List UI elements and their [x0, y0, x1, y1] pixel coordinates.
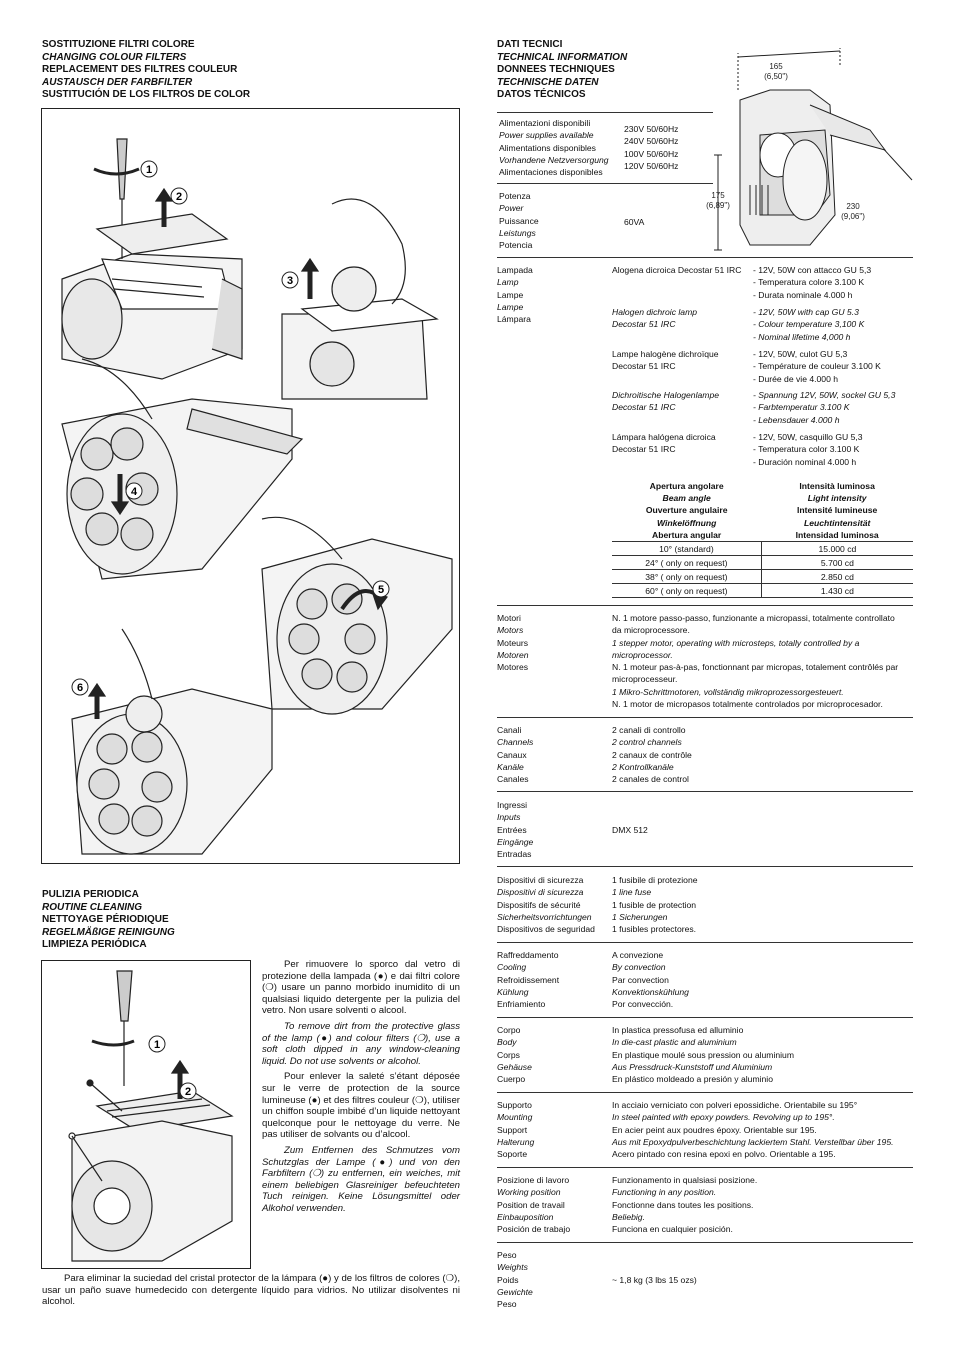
label: Dispositivi di sicurezza [497, 875, 584, 885]
label: Canales [497, 774, 529, 785]
cleaning-text-en: To remove dirt from the protective glass of the lamp (●) and colour filters (❍), use a soft cloth dipped in any window-cleaning liquid. Do not use solvents or alcohol. [262, 1020, 460, 1067]
label: Mounting [497, 1112, 533, 1123]
safety-labels [497, 874, 595, 935]
angle-cell: 24° ( only on request) [612, 556, 761, 570]
value: En plástico moldeado a presión y aluminio [612, 1074, 773, 1085]
value: Funciona en cualquier posición. [612, 1224, 733, 1235]
value: By convection [612, 962, 666, 973]
header-line: Beam angle [662, 493, 711, 504]
motor-line: microprocessor. [612, 649, 673, 660]
cleaning-step-2-number: 2 [184, 1086, 192, 1098]
label: Einbauposition [497, 1211, 554, 1222]
angle-cell: 10° (standard) [612, 542, 761, 556]
spec: - Lebensdauer 4.000 h [753, 414, 840, 425]
cleaning-title-es: LIMPIEZA PERIÓDICA [42, 939, 147, 951]
value: Aus Pressdruck-Kunststoff und Aluminium [612, 1061, 773, 1072]
tech-title-fr: DONNEES TECHNIQUES [497, 64, 615, 76]
value: Fonctionne dans toutes les positions. [612, 1199, 754, 1210]
label: Corps [497, 1049, 520, 1060]
dim-width-in: (6,50") [764, 72, 788, 81]
value: Por convección. [612, 999, 674, 1010]
mounting-labels [497, 1099, 534, 1160]
row-divider [497, 942, 913, 943]
label: Dispositivos de seguridad [497, 924, 595, 935]
spec: - 12V, 50W, casquillo GU 5,3 [753, 432, 863, 442]
label: Working position [497, 1187, 561, 1198]
motors-values [612, 612, 913, 710]
beam-angle-header [612, 480, 761, 542]
dimension-drawing [700, 45, 920, 255]
lamp-specs-es [753, 431, 863, 468]
row-divider [497, 1242, 913, 1243]
value: 2 control channels [612, 737, 682, 748]
value: 1 line fuse [612, 887, 652, 898]
label: Peso [497, 1299, 517, 1310]
label: Supporto [497, 1100, 532, 1110]
lamp-type-de [612, 389, 719, 414]
cleaning-drawing [42, 961, 250, 1268]
power-labels [499, 190, 539, 251]
channels-values [612, 724, 692, 785]
label: Canali [497, 725, 522, 735]
type-line: Dichroitische Halogenlampe [612, 390, 719, 400]
body-labels [497, 1024, 532, 1085]
filter-step-1-number: 1 [145, 164, 153, 176]
power-supply-labels [499, 117, 609, 178]
label: Inputs [497, 812, 521, 823]
label: Sicherheitsvorrichtungen [497, 911, 592, 922]
label: Weights [497, 1262, 528, 1273]
motor-line: 1 stepper motor, operating with microsteps, totally controlled by a [612, 637, 860, 648]
label: Soporte [497, 1149, 528, 1160]
inputs-labels [497, 799, 533, 860]
row-divider [497, 183, 713, 184]
label: Kanäle [497, 761, 524, 772]
label: Alimentations disponibles [499, 142, 596, 153]
value: 2 canaux de contrôle [612, 749, 692, 760]
label: Lampe [497, 301, 524, 312]
label: Cuerpo [497, 1074, 526, 1085]
intensity-cell: 15.000 cd [761, 542, 913, 556]
type-line: Decostar 51 IRC [612, 361, 676, 372]
cleaning-text-it: Per rimuovere lo sporco dal vetro di protezione della lampada (●) e dai filtri colore (❍) usare un panno morbido inumidito di un qualsiasi liquido detergente per la pulizia del vetro. Non usare solventi o alcool. [262, 959, 460, 1017]
cleaning-text-es: Para eliminar la suciedad del cristal protector de la lámpara (●) y de los filtros de colores (❍), usar un paño suave humedecido con detergente líquido para vidrios. No utilizar disolventes ni alcohol. [42, 1273, 460, 1308]
label: Gewichte [497, 1286, 533, 1297]
table-row [612, 584, 913, 598]
inputs-value: DMX 512 [612, 825, 648, 835]
filters-heading [42, 39, 250, 102]
label: Peso [497, 1250, 517, 1260]
motor-line: da microprocessore. [612, 625, 690, 636]
value: In plastica pressofusa ed alluminio [612, 1025, 744, 1035]
spec: - Temperatura colore 3.100 K [753, 277, 865, 288]
value: 1 fusible de protection [612, 899, 697, 910]
cleaning-title-en: ROUTINE CLEANING [42, 901, 142, 913]
header-line: Intensité lumineuse [797, 505, 878, 516]
tech-title-es: DATOS TÉCNICOS [497, 89, 586, 101]
label: Potencia [499, 240, 533, 251]
tech-heading [497, 39, 627, 102]
dim-depth-in: (9,06") [841, 212, 865, 221]
type-line: Decostar 51 IRC [612, 444, 676, 455]
value: En acier peint aux poudres époxy. Orientable sur 195. [612, 1124, 817, 1135]
label: Power supplies available [499, 130, 594, 141]
spec: - Durée de vie 4.000 h [753, 373, 839, 384]
filters-title-it: SOSTITUZIONE FILTRI COLORE [42, 39, 195, 50]
label: Leistungs [499, 227, 536, 238]
spec: - Farbtemperatur 3.100 K [753, 402, 850, 413]
dim-depth-mm: 230 [846, 202, 860, 211]
header-line: Intensidad luminosa [795, 529, 879, 540]
type-line: Lampe halogène dichroïque [612, 349, 719, 359]
lamp-type-es [612, 431, 716, 456]
lamp-specs-en [753, 306, 864, 343]
channels-labels [497, 724, 533, 785]
label: Cooling [497, 962, 527, 973]
table-row [612, 570, 913, 584]
value: Konvektionskühlung [612, 986, 689, 997]
value: Funzionamento in qualsiasi posizione. [612, 1175, 758, 1185]
value: 120V 50/60Hz [624, 160, 679, 171]
label: Posizione di lavoro [497, 1175, 570, 1185]
cleaning-text-block [262, 959, 460, 1218]
weight-value: ~ 1,8 kg (3 lbs 15 ozs) [612, 1275, 697, 1285]
tech-title-de: TECHNISCHE DATEN [497, 76, 599, 88]
label: Kühlung [497, 986, 529, 997]
lamp-specs-de [753, 389, 895, 426]
motors-labels [497, 612, 529, 673]
safety-values [612, 874, 698, 935]
label: Dispositivi di sicurezza [497, 887, 584, 898]
type-line: Decostar 51 IRC [612, 319, 676, 330]
cooling-values [612, 949, 689, 1010]
label: Support [497, 1124, 528, 1135]
label: Moteurs [497, 637, 529, 648]
filters-title-en: CHANGING COLOUR FILTERS [42, 51, 187, 63]
type-line: Halogen dichroic lamp [612, 307, 698, 317]
value: 1 fusibile di protezione [612, 875, 698, 885]
label: Eingänge [497, 836, 534, 847]
spec: - Nominal lifetime 4,000 h [753, 331, 851, 342]
power-value: 60VA [624, 217, 645, 227]
filter-step-2-number: 2 [175, 191, 183, 203]
header-line: Light intensity [807, 493, 867, 504]
table-row [612, 542, 913, 556]
label: Lampe [497, 289, 524, 300]
value: A convezione [612, 950, 664, 960]
value: 1 Sicherungen [612, 911, 668, 922]
filters-title-es: SUSTITUCIÓN DE LOS FILTROS DE COLOR [42, 89, 251, 101]
label: Vorhandene Netzversorgung [499, 154, 609, 165]
label: Entradas [497, 849, 532, 860]
label: Lamp [497, 277, 519, 288]
label: Entrées [497, 824, 527, 835]
row-divider [497, 1092, 913, 1093]
label: Motors [497, 625, 524, 636]
value: In steel painted with epoxy powders. Revolving up to 195°. [612, 1112, 835, 1123]
tech-title-it: DATI TECNICI [497, 39, 563, 50]
label: Enfriamiento [497, 999, 546, 1010]
position-labels [497, 1174, 570, 1235]
label: Refroidissement [497, 974, 560, 985]
value: Acero pintado con resina epoxi en polvo. Orientable a 195. [612, 1149, 836, 1160]
lamp-labels [497, 264, 533, 325]
header-line: Winkelöffnung [656, 517, 717, 528]
spec: - 12V, 50W with cap GU 5.3 [753, 307, 859, 317]
lamp-type-it: Alogena dicroica Decostar 51 IRC [612, 265, 742, 275]
spec: - Colour temperature 3,100 K [753, 319, 865, 330]
position-values [612, 1174, 757, 1235]
label: Posición de trabajo [497, 1224, 571, 1235]
spec: - Spannung 12V, 50W, sockel GU 5,3 [753, 390, 896, 400]
label: Halterung [497, 1136, 535, 1147]
spec: - Temperatura color 3.100 K [753, 444, 860, 455]
row-divider [497, 112, 713, 113]
cleaning-text-de: Zum Entfernen des Schmutzes vom Schutzglas der Lampe (●) und von den Farbfiltern (❍) zu entfernen, ein weiches, mit einem beliebigen Glasreiniger befeuchteten Tuch reinigen. Keine Lösungsmittel oder Alkohol verwenden. [262, 1144, 460, 1214]
dim-width-mm: 165 [769, 62, 783, 71]
row-divider [497, 257, 913, 258]
label: Gehäuse [497, 1061, 532, 1072]
value: Par convection [612, 974, 669, 985]
label: Poids [497, 1274, 519, 1285]
angle-cell: 60° ( only on request) [612, 584, 761, 598]
value: Functioning in any position. [612, 1187, 717, 1198]
label: Lampada [497, 265, 533, 275]
cleaning-title-fr: NETTOYAGE PÉRIODIQUE [42, 914, 169, 926]
label: Position de travail [497, 1199, 565, 1210]
motor-line: microprocesseur. [612, 674, 678, 685]
table-row [612, 556, 913, 570]
header-line: Ouverture angulaire [645, 505, 728, 516]
beam-angle-table [612, 480, 913, 598]
row-divider [497, 791, 913, 792]
cleaning-step-1-number: 1 [153, 1039, 161, 1051]
row-divider [497, 717, 913, 718]
header-line: Leuchtintensität [803, 517, 871, 528]
label: Lámpara [497, 314, 531, 325]
weight-labels [497, 1249, 533, 1310]
header-line: Intensità luminosa [799, 481, 875, 491]
label: Raffreddamento [497, 950, 559, 960]
value: 2 canales de control [612, 774, 689, 785]
tech-title-en: TECHNICAL INFORMATION [497, 51, 628, 63]
spec: - Durata nominale 4.000 h [753, 289, 853, 300]
row-divider [497, 866, 913, 867]
label: Alimentazioni disponibili [499, 118, 591, 128]
label: Motori [497, 613, 521, 623]
cooling-labels [497, 949, 559, 1010]
filters-title-fr: REPLACEMENT DES FILTRES COULEUR [42, 64, 238, 76]
intensity-cell: 1.430 cd [761, 584, 913, 598]
filter-step-4-number: 4 [130, 486, 138, 498]
header-line: Abertura angular [652, 529, 722, 540]
spec: - Température de couleur 3.100 K [753, 361, 881, 372]
cleaning-illustration [41, 960, 251, 1269]
label: Motores [497, 662, 529, 673]
motor-line: N. 1 motore passo-passo, funzionante a micropassi, totalmente controllato [612, 613, 895, 623]
value: Beliebig. [612, 1211, 645, 1222]
dim-height-mm: 175 [711, 191, 725, 200]
label: Channels [497, 737, 534, 748]
spec: - 12V, 50W con attacco GU 5,3 [753, 265, 872, 275]
value: 230V 50/60Hz [624, 124, 679, 134]
value: 2 canali di controllo [612, 725, 686, 735]
label: Dispositifs de sécurité [497, 899, 581, 910]
fixture-dimension-svg [700, 45, 920, 255]
intensity-cell: 2.850 cd [761, 570, 913, 584]
label: Corpo [497, 1025, 521, 1035]
label: Body [497, 1037, 517, 1048]
angle-cell: 38° ( only on request) [612, 570, 761, 584]
value: 1 fusibles protectores. [612, 924, 697, 935]
lamp-specs-fr [753, 348, 881, 385]
label: Alimentaciones disponibles [499, 167, 603, 178]
filter-steps-drawing [42, 109, 459, 863]
intensity-header [761, 480, 913, 542]
row-divider [497, 1017, 913, 1018]
lamp-specs-it [753, 264, 871, 301]
cleaning-text-fr: Pour enlever la saleté s’étant déposée sur le verre de protection de la source lumineuse (●) et des filtres couleur (❍), utiliser un chiffon souple imbibé d’un liquide nettoyant quelconque pour le nettoyage du verre. Ne pas utiliser de solvants ou d’alcool. [262, 1071, 460, 1141]
intensity-cell: 5.700 cd [761, 556, 913, 570]
value: Aus mit Epoxydpulverbeschichtung lackiertem Stahl. Verstellbar über 195. [612, 1136, 894, 1147]
dim-height-in: (6,89") [706, 201, 730, 210]
value: 2 Kontrollkanäle [612, 761, 674, 772]
type-line: Decostar 51 IRC [612, 402, 676, 413]
filters-title-de: AUSTAUSCH DER FARBFILTER [42, 76, 193, 88]
filter-step-5-number: 5 [377, 584, 385, 596]
filter-replacement-illustration [41, 108, 460, 864]
cleaning-text-es-block [42, 1273, 460, 1312]
value: In acciaio verniciato con polveri epossidiche. Orientabile su 195° [612, 1100, 858, 1110]
mounting-values [612, 1099, 894, 1160]
motor-line: 1 Mikro-Schrittmotoren, vollständig mikroprozessorgesteuert. [612, 686, 844, 697]
cleaning-title-it: PULIZIA PERIODICA [42, 889, 139, 900]
lamp-type-fr [612, 348, 719, 373]
cleaning-title-de: REGELMÄßIGE REINIGUNG [42, 926, 175, 938]
motor-line: N. 1 motor de micropasos totalmente controlados por microprocesador. [612, 699, 883, 710]
filter-step-6-number: 6 [76, 682, 84, 694]
row-divider [497, 605, 913, 606]
label: Puissance [499, 215, 539, 226]
row-divider [497, 1167, 913, 1168]
spec: - 12V, 50W, culot GU 5,3 [753, 349, 848, 359]
value: En plastique moulé sous pression ou aluminium [612, 1049, 795, 1060]
value: 100V 50/60Hz [624, 148, 679, 159]
spec: - Duración nominal 4.000 h [753, 456, 857, 467]
motor-line: N. 1 moteur pas-à-pas, fonctionnant par micropas, totalement contrôlés par [612, 662, 899, 673]
body-values [612, 1024, 794, 1085]
value: 240V 50/60Hz [624, 136, 679, 147]
label: Ingressi [497, 800, 528, 810]
filter-step-3-number: 3 [286, 275, 294, 287]
power-supply-values [624, 123, 678, 172]
cleaning-heading [42, 889, 175, 952]
label: Power [499, 203, 524, 214]
lamp-type-en [612, 306, 697, 331]
label: Canaux [497, 749, 527, 760]
header-line: Apertura angolare [649, 481, 724, 491]
value: In die-cast plastic and aluminium [612, 1037, 737, 1048]
label: Motoren [497, 649, 529, 660]
type-line: Lámpara halógena dicroica [612, 432, 716, 442]
label: Potenza [499, 191, 531, 201]
